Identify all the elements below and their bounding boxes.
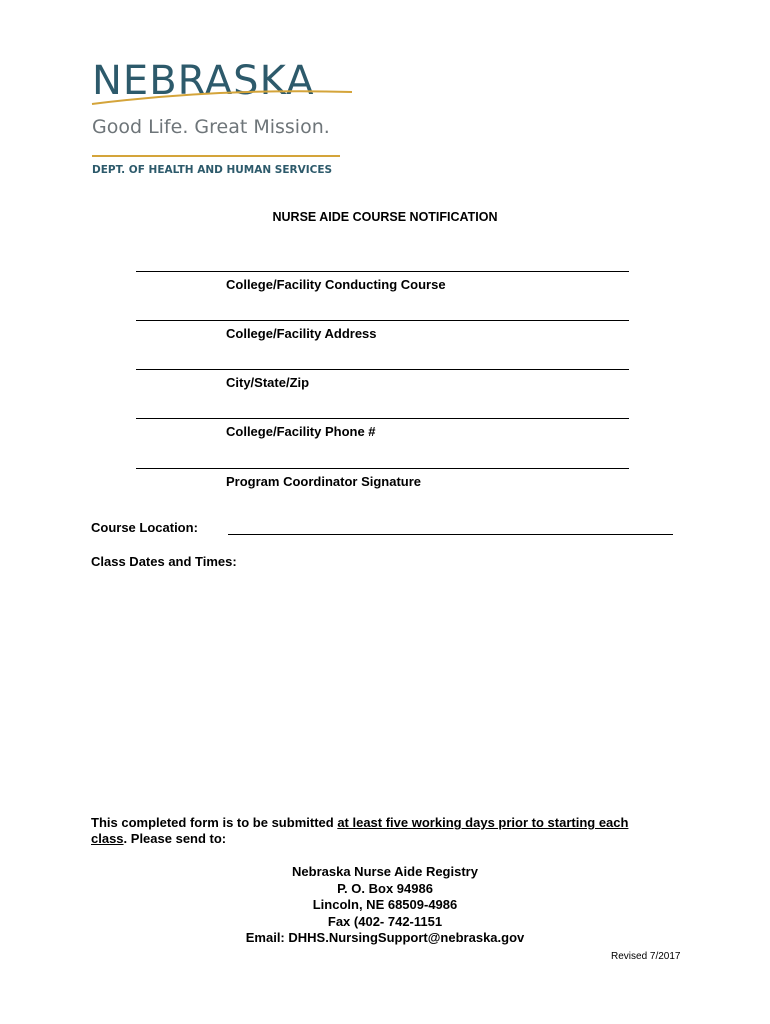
field-label: Program Coordinator Signature (226, 474, 422, 489)
logo-department: DEPT. OF HEALTH AND HUMAN SERVICES (92, 164, 333, 176)
logo-swoosh-icon (90, 80, 360, 110)
submission-instructions (91, 815, 681, 847)
instructions-deadline: at least five working days prior to starting each (337, 815, 629, 830)
field-label: College/Facility Conducting Course (226, 277, 446, 292)
logo-divider (92, 155, 340, 157)
logo-tagline: Good Life. Great Mission. (92, 116, 330, 138)
logo-wordmark: NEBRASKA (92, 58, 315, 104)
address-city: Lincoln, NE 68509-4986 (312, 897, 458, 912)
college-facility-input-line[interactable] (136, 271, 629, 272)
address-org: Nebraska Nurse Aide Registry (292, 864, 478, 879)
revision-note: Revised 7/2017 (611, 951, 681, 962)
coordinator-signature-input-line[interactable] (136, 468, 629, 469)
address-fax: Fax (402- 742-1151 (327, 913, 443, 929)
course-location-label: Course Location: (91, 520, 198, 535)
field-label: College/Facility Address (226, 326, 377, 341)
nebraska-dhhs-logo (90, 58, 360, 180)
instructions-send-to: . Please send to: (123, 831, 227, 846)
address-po-box: P. O. Box 94986 (337, 880, 433, 896)
form-title: NURSE AIDE COURSE NOTIFICATION (272, 210, 498, 224)
course-location-input-line[interactable] (228, 534, 673, 535)
mailing-address (0, 864, 770, 947)
city-state-zip-input-line[interactable] (136, 369, 629, 370)
instructions-text: This completed form is to be submitted (91, 815, 338, 830)
address-email: Email: DHHS.NursingSupport@nebraska.gov (245, 930, 525, 945)
facility-address-input-line[interactable] (136, 320, 629, 321)
field-label: College/Facility Phone # (226, 424, 376, 439)
field-label: City/State/Zip (226, 375, 310, 390)
class-dates-label: Class Dates and Times: (91, 554, 237, 569)
instructions-deadline-end: class (91, 831, 124, 846)
facility-phone-input-line[interactable] (136, 418, 629, 419)
